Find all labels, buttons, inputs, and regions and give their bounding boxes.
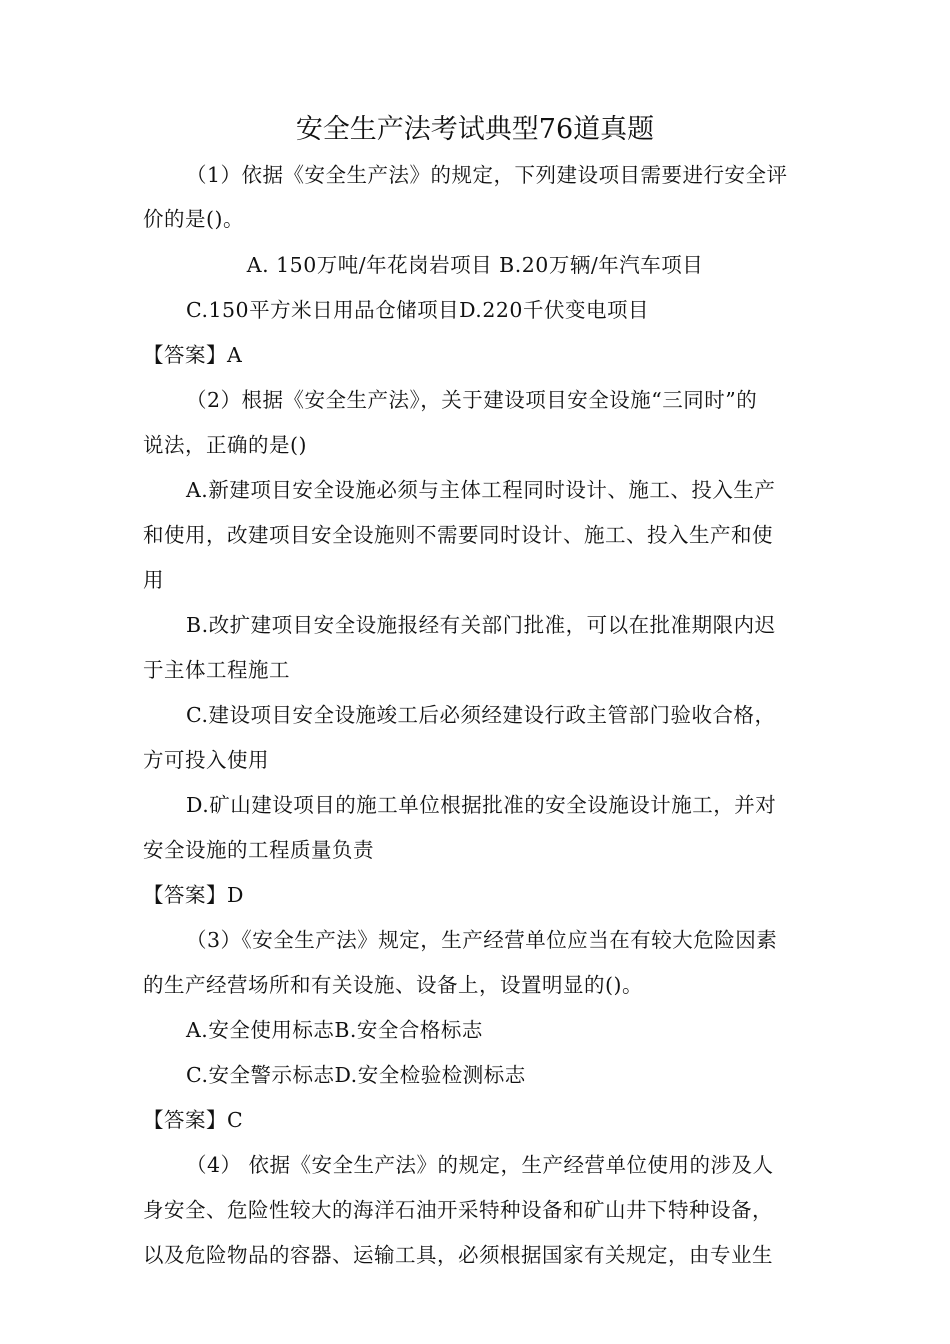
question-3-line-1: （3）《安全生产法》规定，生产经营单位应当在有较大危险因素 — [186, 928, 778, 952]
question-3-options-ab: A.安全使用标志B.安全合格标志 — [186, 1018, 483, 1042]
question-3-answer: 【答案】C — [143, 1108, 244, 1132]
question-2-line-2: 说法，正确的是() — [143, 433, 307, 457]
question-4-line-1: （4） 依据《安全生产法》的规定，生产经营单位使用的涉及人 — [186, 1153, 774, 1177]
question-2-answer: 【答案】D — [143, 883, 244, 907]
question-2-option-d-line-1: D.矿山建设项目的施工单位根据批准的安全设施设计施工，并对 — [186, 793, 777, 817]
question-2-option-b-line-1: B.改扩建项目安全设施报经有关部门批准，可以在批准期限内迟 — [186, 613, 776, 637]
question-2-option-d-line-2: 安全设施的工程质量负责 — [143, 838, 374, 862]
question-3-line-2: 的生产经营场所和有关设施、设备上，设置明显的()。 — [143, 973, 643, 997]
question-1-options-cd: C.150平方米日用品仓储项目D.220千伏变电项目 — [186, 298, 649, 322]
question-2-option-b-line-2: 于主体工程施工 — [143, 658, 290, 682]
question-3-options-cd: C.安全警示标志D.安全检验检测标志 — [186, 1063, 526, 1087]
question-2-option-c-line-2: 方可投入使用 — [143, 748, 269, 772]
question-4-line-2: 身安全、危险性较大的海洋石油开采特种设备和矿山井下特种设备， — [143, 1198, 773, 1222]
question-1-line-1: （1）依据《安全生产法》的规定，下列建设项目需要进行安全评 — [186, 163, 788, 187]
question-2-option-a-line-2: 和使用，改建项目安全设施则不需要同时设计、施工、投入生产和使 — [143, 523, 773, 547]
question-2-line-1: （2）根据《安全生产法》，关于建设项目安全设施“三同时”的 — [186, 388, 758, 412]
question-2-option-a-line-3: 用 — [143, 568, 164, 592]
question-2-option-a-line-1: A.新建项目安全设施必须与主体工程同时设计、施工、投入生产 — [186, 478, 776, 502]
question-2-option-c-line-1: C.建设项目安全设施竣工后必须经建设行政主管部门验收合格， — [186, 703, 776, 727]
question-4-line-3: 以及危险物品的容器、运输工具，必须根据国家有关规定，由专业生 — [143, 1243, 773, 1267]
question-1-options-ab: A. 150万吨/年花岗岩项目 B.20万辆/年汽车项目 — [246, 253, 704, 277]
document-title: 安全生产法考试典型76道真题 — [295, 114, 655, 145]
question-1-answer: 【答案】A — [143, 343, 243, 367]
question-1-line-2: 价的是()。 — [143, 207, 244, 231]
